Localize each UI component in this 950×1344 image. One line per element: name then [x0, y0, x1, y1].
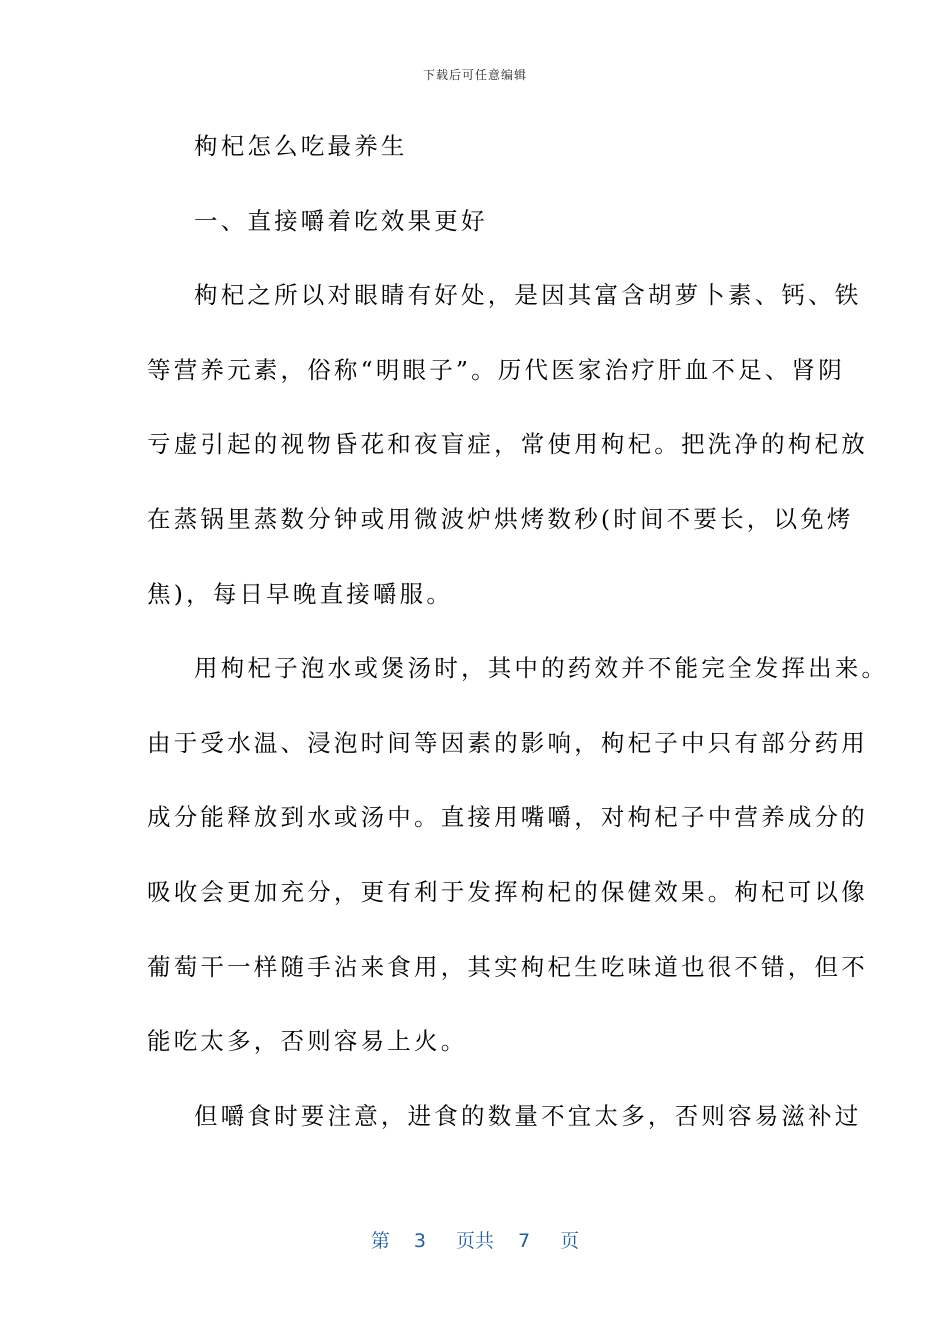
paragraph-line: 但嚼食时要注意，进食的数量不宜太多，否则容易滋补过	[194, 1101, 862, 1130]
section-heading: 一、直接嚼着吃效果更好	[194, 206, 488, 235]
page-suffix: 页	[560, 1230, 580, 1252]
paragraph-line: 葡萄干一样随手沾来食用，其实枸杞生吃味道也很不错，但不	[147, 952, 868, 981]
document-body	[147, 124, 889, 1168]
paragraph-line: 吸收会更加充分，更有利于发挥枸杞的保健效果。枸杞可以像	[147, 877, 868, 906]
paragraph-line: 成分能释放到水或汤中。直接用嘴嚼，对枸杞子中营养成分的	[147, 803, 868, 832]
total-pages: 7	[518, 1230, 531, 1252]
page-prefix: 第	[370, 1230, 390, 1252]
paragraph-line: 枸杞之所以对眼睛有好处，是因其富含胡萝卜素、钙、铁	[194, 281, 862, 310]
page-number	[0, 1226, 950, 1253]
paragraph-line: 在蒸锅里蒸数分钟或用微波炉烘烤数秒(时间不要长，以免烤	[147, 504, 854, 533]
current-page: 3	[413, 1230, 426, 1252]
paragraph-line: 亏虚引起的视物昏花和夜盲症，常使用枸杞。把洗净的枸杞放	[147, 430, 868, 459]
paragraph-line: 由于受水温、浸泡时间等因素的影响，枸杞子中只有部分药用	[147, 728, 868, 757]
document-title: 枸杞怎么吃最养生	[194, 132, 408, 160]
header-note: 下载后可任意编辑	[422, 68, 527, 82]
page-mid: 页共	[455, 1230, 494, 1252]
paragraph-line: 焦)，每日早晚直接嚼服。	[147, 579, 454, 608]
paragraph-line: 用枸杞子泡水或煲汤时，其中的药效并不能完全发挥出来。	[194, 654, 889, 683]
paragraph-line: 等营养元素，俗称“明眼子”。历代医家治疗肝血不足、肾阴	[147, 355, 845, 384]
paragraph-line: 能吃太多，否则容易上火。	[147, 1027, 468, 1056]
